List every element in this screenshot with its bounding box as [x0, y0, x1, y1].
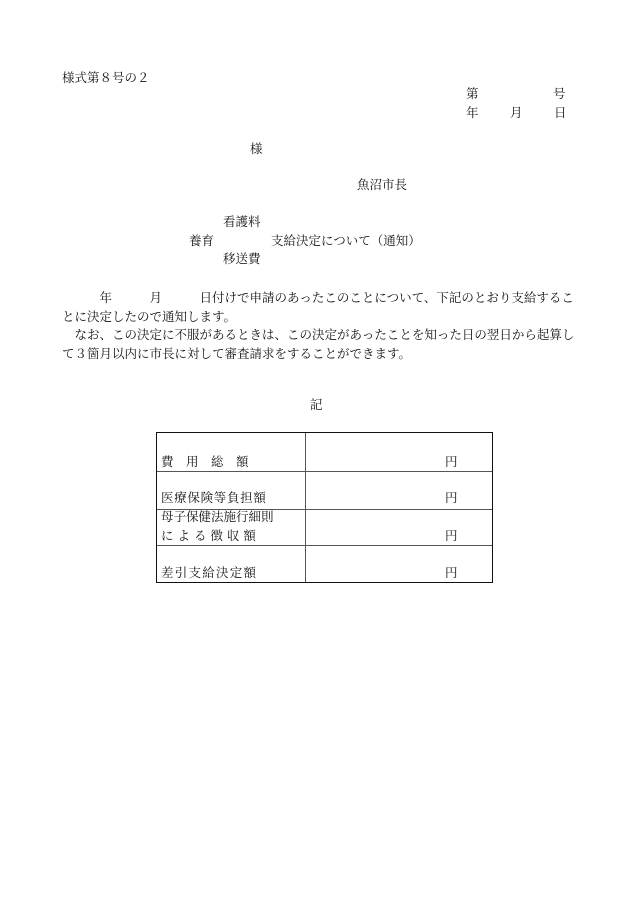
- table-row-label: [161, 511, 301, 542]
- table-row-label: [161, 492, 301, 505]
- date-year-label: 年: [466, 105, 479, 120]
- date-day-label: 日: [554, 105, 567, 120]
- date-month-label: 月: [510, 105, 523, 120]
- table-row-yen-unit: 円: [445, 454, 458, 469]
- body-paragraph: なお、この決定に不服があるときは、この決定があったことを知った日の翌日から起算して３箇月以内に市長に対して審査請求をすることができます。: [62, 327, 575, 361]
- ki-heading: 記: [310, 397, 323, 412]
- table-row-label-line: 費 用 総 額: [161, 454, 249, 469]
- subject-option-transport-fee: 移送費: [223, 251, 261, 266]
- table-column-divider: [305, 433, 306, 582]
- table-row-yen-unit: 円: [445, 528, 458, 543]
- table-row-label-line: に よ る 徴 収 額: [161, 527, 256, 543]
- table-row-yen-unit: 円: [445, 565, 458, 580]
- recipient-honorific: 様: [250, 141, 263, 156]
- amount-table: [156, 432, 493, 583]
- subject-title: 支給決定について（通知）: [271, 233, 421, 248]
- subject-option-upbringing: 養育: [189, 233, 215, 248]
- document-number-prefix: 第: [466, 86, 479, 101]
- table-row-label: [161, 567, 301, 580]
- sender-name: 魚沼市長: [357, 177, 408, 192]
- notice-body: [62, 289, 582, 363]
- table-row-label-line: 差引支給決定額: [161, 565, 258, 580]
- table-row-yen-unit: 円: [445, 490, 458, 505]
- table-row-label-line: 医療保険等負担額: [161, 490, 267, 505]
- table-row-label: [161, 456, 301, 469]
- table-row-divider: [157, 471, 492, 472]
- table-row-label-line: 母子保健法施行細則: [161, 509, 274, 524]
- document-number-suffix: 号: [553, 86, 566, 101]
- subject-option-nursing-fee: 看護料: [223, 214, 261, 229]
- form-number: 様式第８号の２: [62, 70, 150, 85]
- table-row-divider: [157, 545, 492, 546]
- body-paragraph: 年 月 日付けで申請のあったこのことについて、下記のとおり支給することに決定したので通知します。: [62, 290, 574, 324]
